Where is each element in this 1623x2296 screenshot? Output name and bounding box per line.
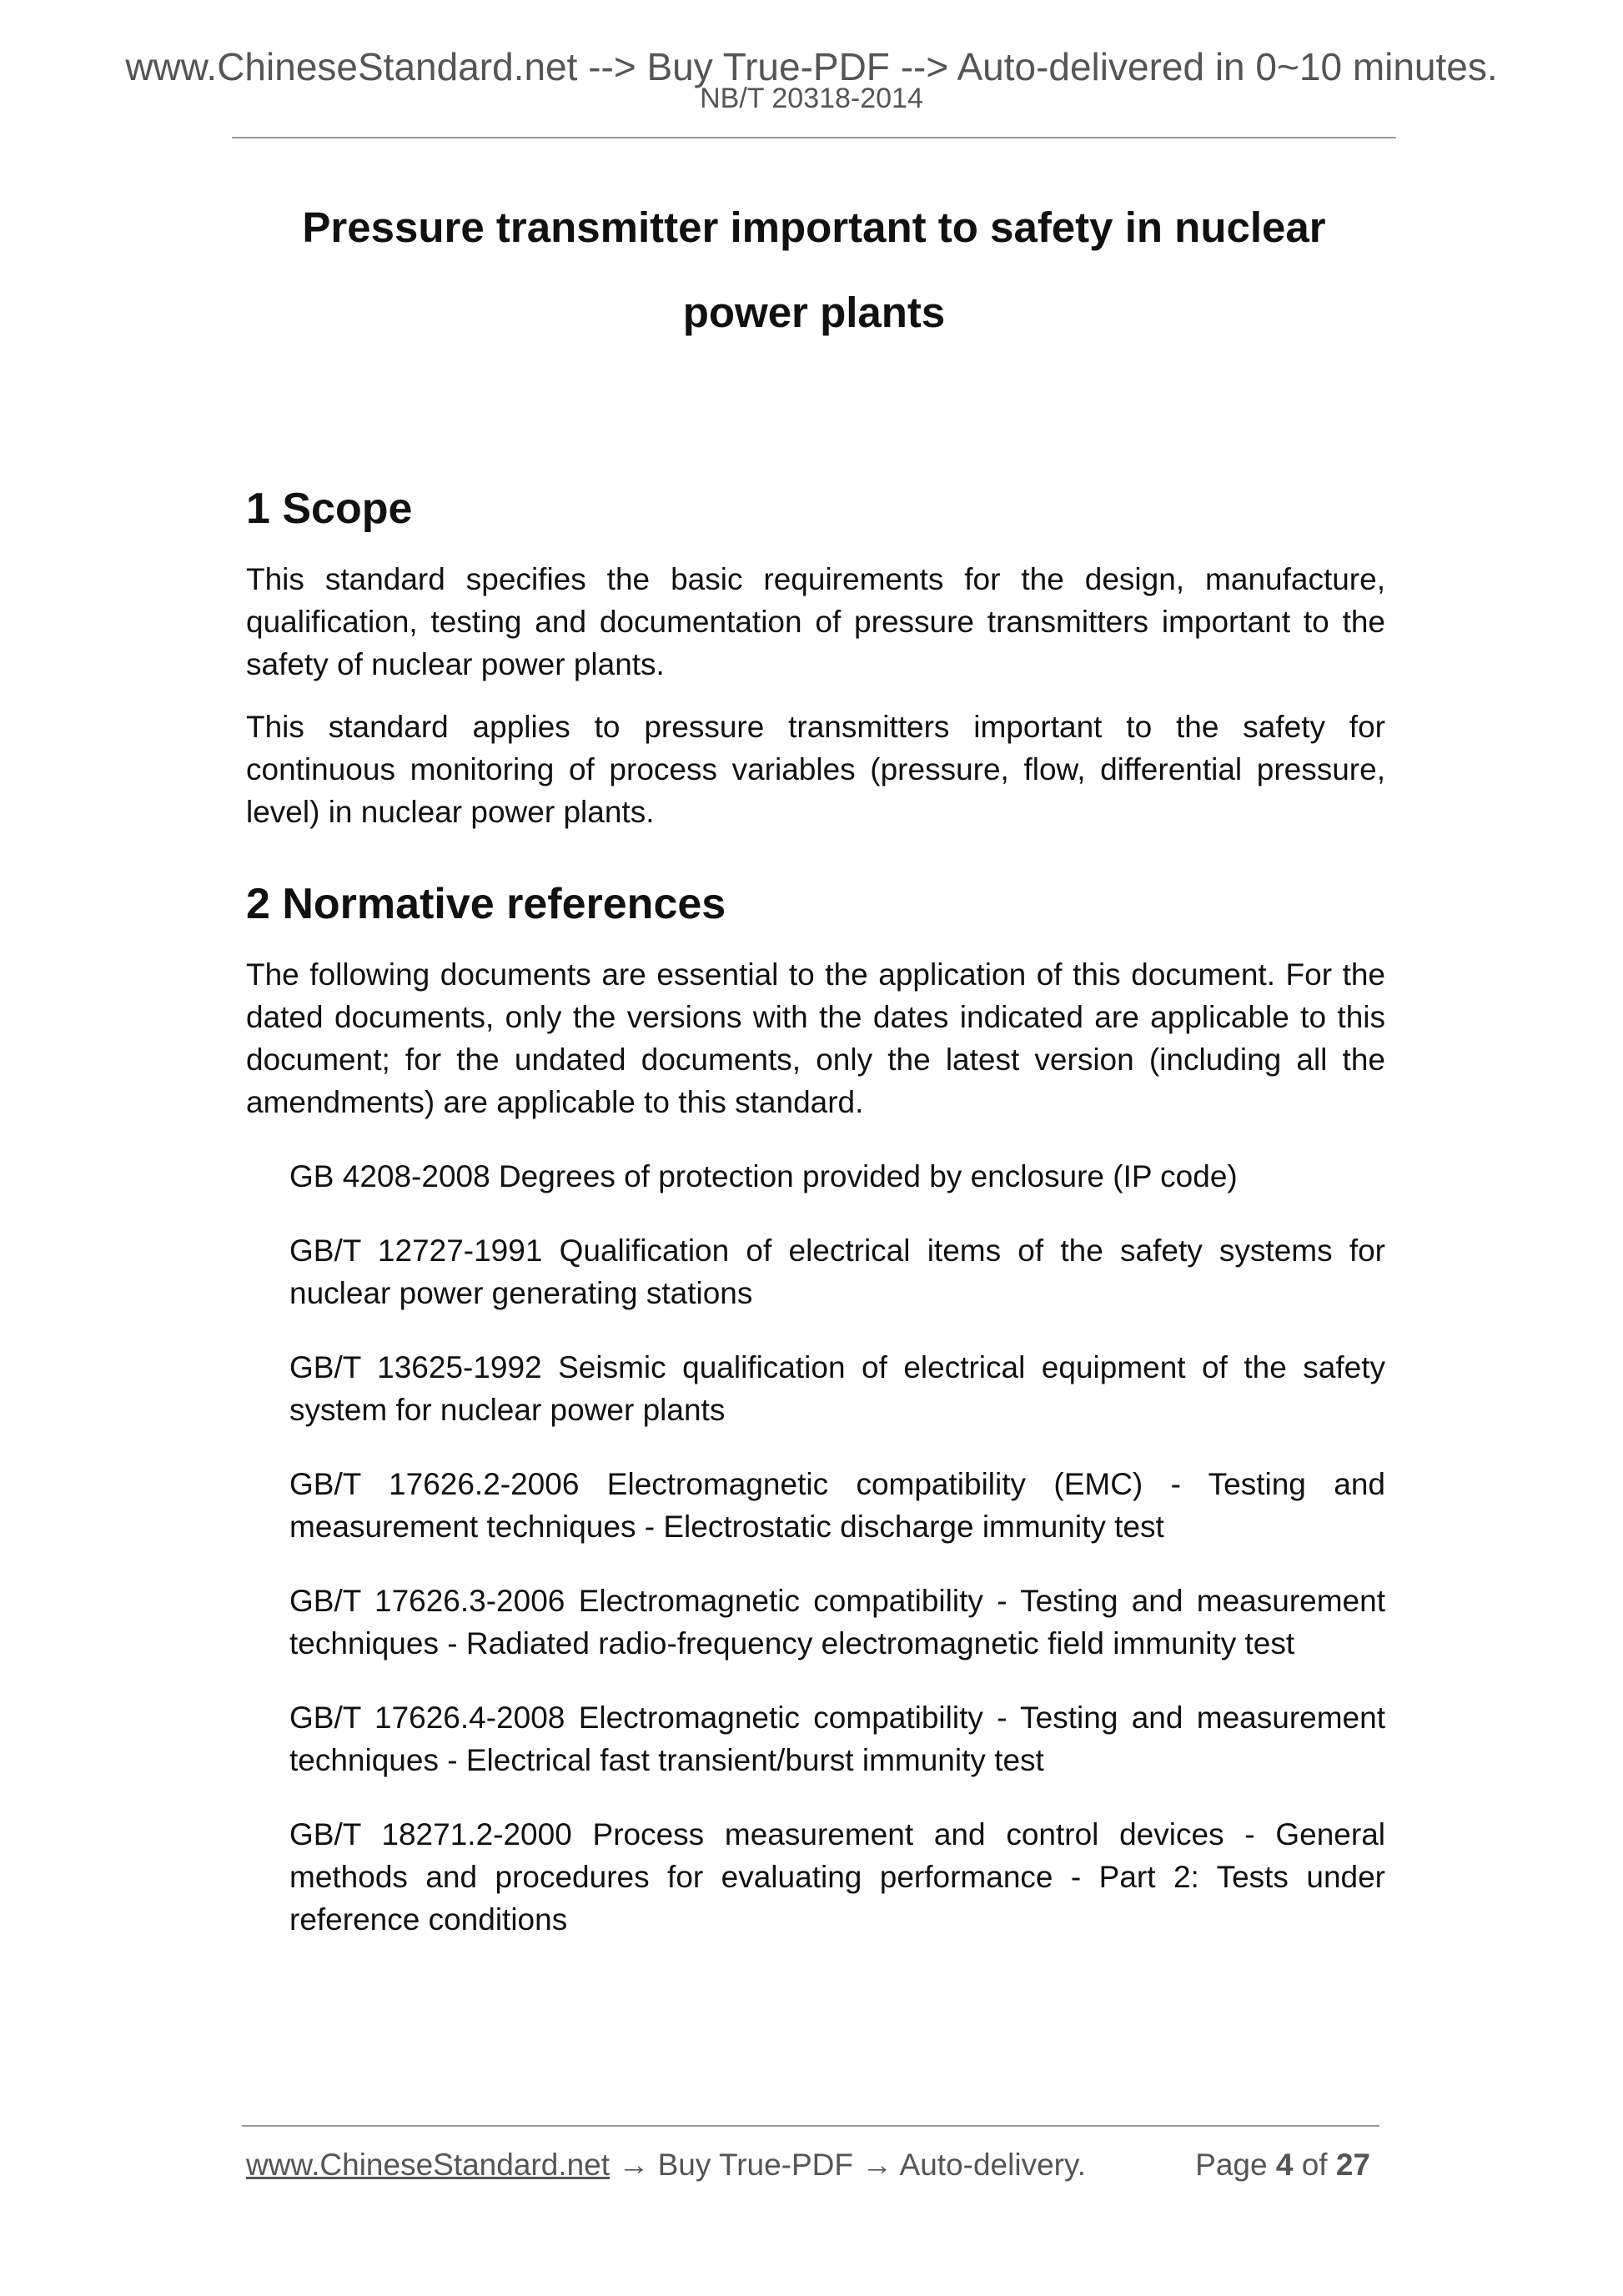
reference-list <box>246 1155 1385 1941</box>
document-body <box>246 471 1385 1941</box>
title-line: power plants <box>682 289 946 336</box>
document-code: NB/T 20318-2014 <box>700 83 923 114</box>
reference-item: GB/T 17626.4-2008 Electromagnetic compatibility - Testing and measurement techniques - Electrical fast transient/burst immunity test <box>289 1701 1385 1777</box>
footer-delivery-text: Auto-delivery. <box>899 2148 1087 2182</box>
document-title <box>250 185 1378 355</box>
reference-item: GB/T 13625-1992 Seismic qualification of electrical equipment of the safety system for nuclear power plants <box>289 1350 1385 1427</box>
banner-site-link[interactable]: www.ChineseStandard.net <box>125 45 578 88</box>
footer-buy-text: Buy True-PDF <box>657 2148 854 2182</box>
reference-item: GB/T 12727-1991 Qualification of electrical items of the safety systems for nuclear power generating stations <box>289 1233 1385 1310</box>
page-indicator <box>1195 2146 1370 2184</box>
total-pages: 27 <box>1335 2148 1370 2182</box>
banner-arrow: --> <box>588 45 636 88</box>
page-label: Page <box>1195 2148 1268 2182</box>
section-heading-scope: 1 Scope <box>246 485 413 533</box>
reference-item: GB/T 17626.3-2006 Electromagnetic compatibility - Testing and measurement techniques - Radiated radio-frequency electromagnetic field immunity test <box>289 1584 1385 1660</box>
header-divider <box>232 137 1396 138</box>
section-heading-normative-references: 2 Normative references <box>246 880 726 928</box>
scope-paragraph: This standard specifies the basic requirements for the design, manufacture, qualification, testing and documentation of pressure transmitters important to the safety of nuclear power plants. <box>246 562 1385 681</box>
of-label: of <box>1301 2148 1328 2182</box>
footer-site-link[interactable]: www.ChineseStandard.net <box>246 2148 611 2182</box>
footer-promo <box>246 2146 1086 2184</box>
reference-item: GB 4208-2008 Degrees of protection provided by enclosure (IP code) <box>289 1159 1238 1193</box>
page-number: 4 <box>1275 2148 1294 2182</box>
banner-buy-link[interactable]: Buy True-PDF <box>646 45 890 88</box>
banner-delivery-text: Auto-delivered in 0~10 minutes. <box>957 45 1498 88</box>
scope-paragraph: This standard applies to pressure transmitters important to the safety for continuous monitoring of process variables (pressure, flow, differential pressure, level) in nuclear power plants. <box>246 710 1385 829</box>
banner-arrow: --> <box>900 45 949 88</box>
title-line: Pressure transmitter important to safety in nuclear <box>302 203 1326 251</box>
footer-divider <box>242 2125 1379 2127</box>
arrow-right-icon: → <box>618 2148 650 2182</box>
reference-item: GB/T 17626.2-2006 Electromagnetic compatibility (EMC) - Testing and measurement techniques - Electrostatic discharge immunity test <box>289 1467 1385 1544</box>
references-intro-paragraph: The following documents are essential to the application of this document. For the dated documents, only the versions with the dates indicated are applicable to this document; for the undated documents, only the latest version (including all the amendments) are applicable to this standard. <box>246 957 1385 1119</box>
arrow-right-icon: → <box>862 2148 893 2182</box>
reference-item: GB/T 18271.2-2000 Process measurement and control devices - General methods and procedures for evaluating performance - Part 2: Tests under reference conditions <box>289 1817 1385 1937</box>
